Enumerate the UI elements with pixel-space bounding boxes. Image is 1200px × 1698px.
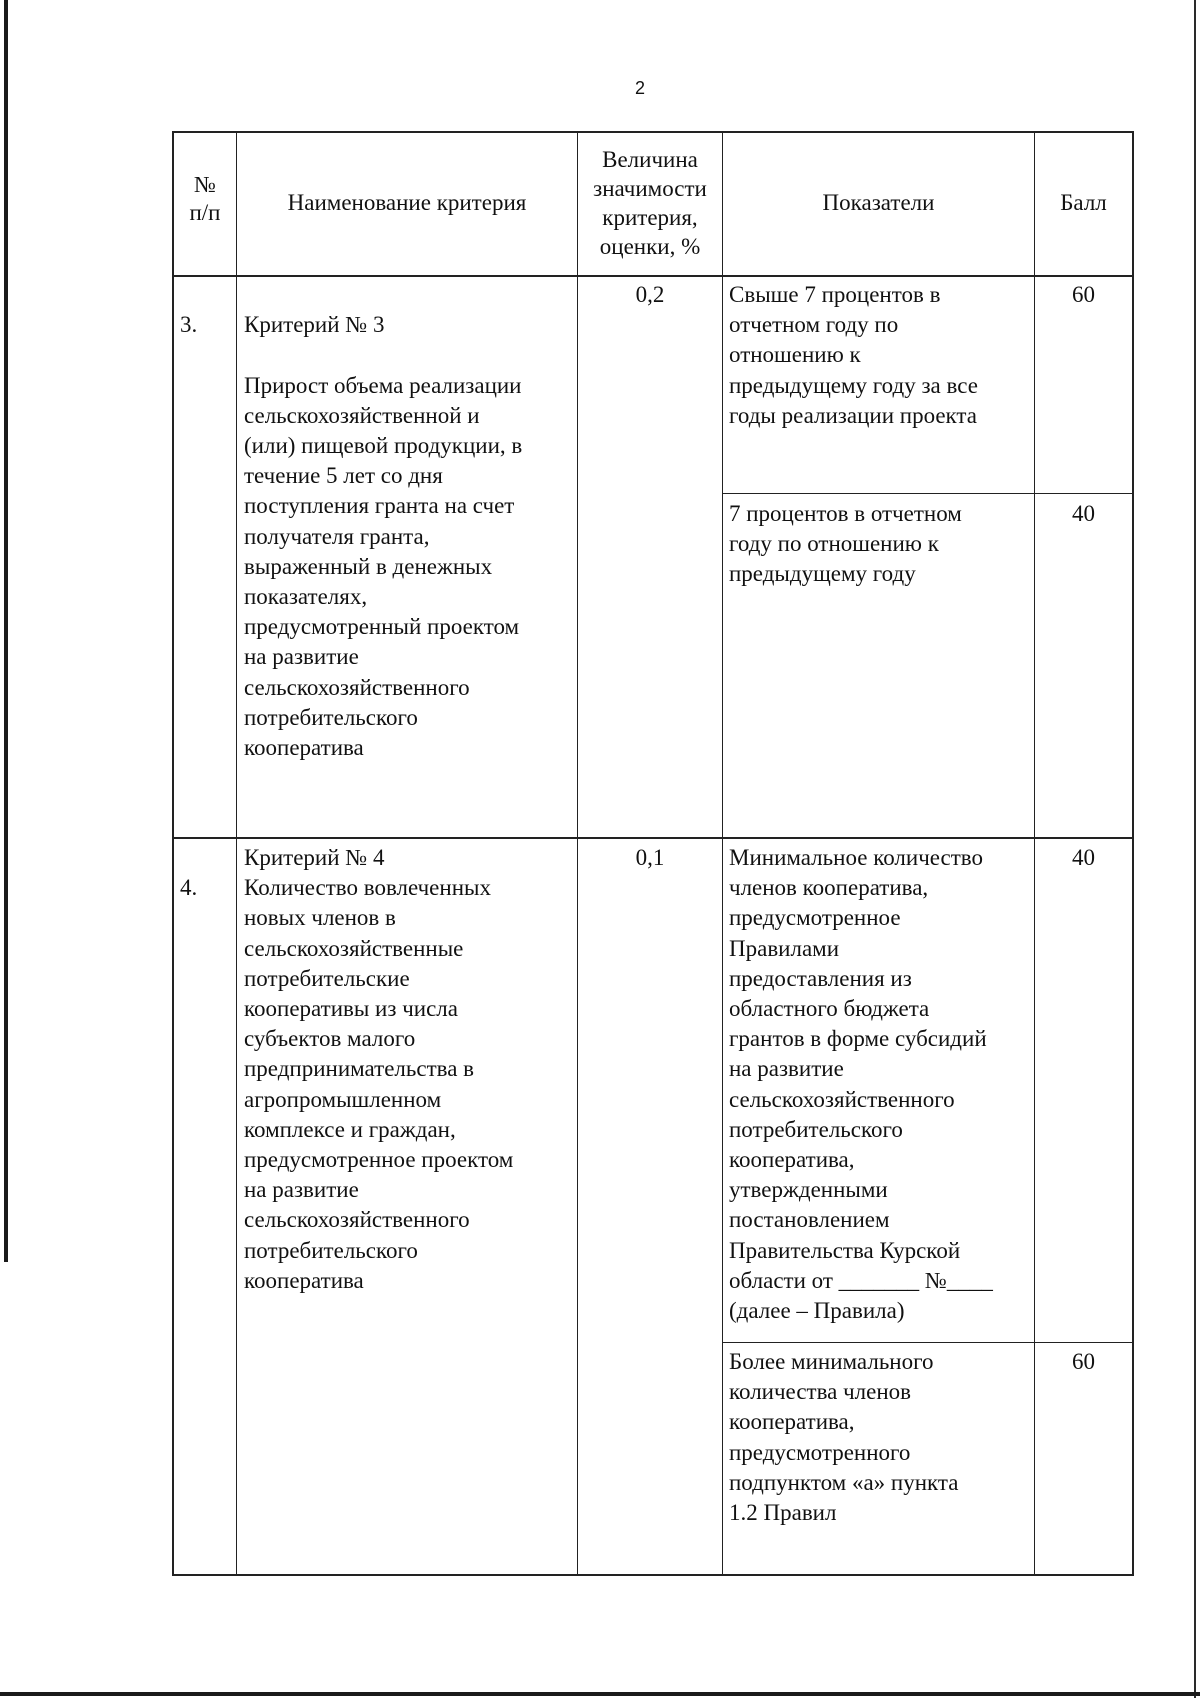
- row4-criterion: [244, 843, 574, 1296]
- table-border-bottom: [172, 1574, 1134, 1576]
- row3-indicator-1: Свыше 7 процентов в отчетном году по отношению к предыдущему году за все годы реализации проекта: [729, 282, 978, 428]
- header-divider: [172, 275, 1134, 277]
- row4-description: Количество вовлеченных новых членов в сельскохозяйственные потребительские кооперативы из числа субъектов малого предпринимательства в агропромышленном комплексе и граждан, предусмотренное проектом на развитие сельскохозяйственного потребительского кооператива: [244, 875, 514, 1293]
- table-border-top: [172, 131, 1134, 133]
- criteria-table: [172, 131, 1134, 1576]
- scan-edge-right: [1194, 0, 1196, 1698]
- row4-indicator-1: Минимальное количество членов кооператива, предусмотренное Правилами предоставления из областного бюджета грантов в форме субсидий на развитие сельскохозяйственного потребительского кооператива, утвержденными постановлением Правительства Курской области от _______ №____ (далее – Правила): [729, 845, 993, 1324]
- table-border-left: [172, 131, 174, 1576]
- header-num: № п/п: [189, 172, 221, 225]
- row-divider: [172, 837, 1134, 839]
- col-divider-weight: [722, 131, 723, 1576]
- row4-indicator-2: Более минимального количества членов кооператива, предусмотренного подпунктом «а» пункта 1.2 Правил: [729, 1349, 959, 1526]
- header-score: Балл: [1060, 190, 1107, 215]
- row4-score-1: 40: [1072, 845, 1095, 870]
- row3-score-2: 40: [1072, 501, 1095, 526]
- row3-indicator-2: 7 процентов в отчетном году по отношению к предыдущему году: [729, 501, 962, 587]
- row4-title: Критерий № 4: [244, 845, 385, 870]
- page-number: 2: [634, 78, 645, 98]
- row4-num: 4.: [180, 875, 198, 900]
- row4-weight: 0,1: [635, 845, 665, 870]
- row4-indicator-divider: [722, 1342, 1134, 1343]
- row3-title: Критерий № 3: [244, 312, 385, 338]
- scan-edge-bottom: [0, 1692, 1200, 1696]
- col-divider-num: [236, 131, 237, 1576]
- row3-description: Прирост объема реализации сельскохозяйственной и (или) пищевой продукции, в течение 5 лет со дня поступления гранта на счет получателя гранта, выраженный в денежных показателях, предусмотренный проектом на развитие сельскохозяйственного потребительского кооператива: [244, 372, 523, 761]
- header-name: Наименование критерия: [287, 190, 527, 215]
- row3-weight: 0,2: [635, 282, 665, 307]
- scan-edge-left: [4, 0, 8, 1262]
- row4-score-2: 60: [1072, 1349, 1095, 1374]
- row3-indicator-divider: [722, 493, 1134, 494]
- row3-num: 3.: [180, 312, 198, 337]
- row3-criterion: [244, 280, 574, 793]
- table-border-right: [1132, 131, 1134, 1576]
- row3-score-1: 60: [1072, 282, 1095, 307]
- header-weight: Величина значимости критерия, оценки, %: [593, 147, 707, 259]
- header-indicators: Показатели: [822, 190, 935, 215]
